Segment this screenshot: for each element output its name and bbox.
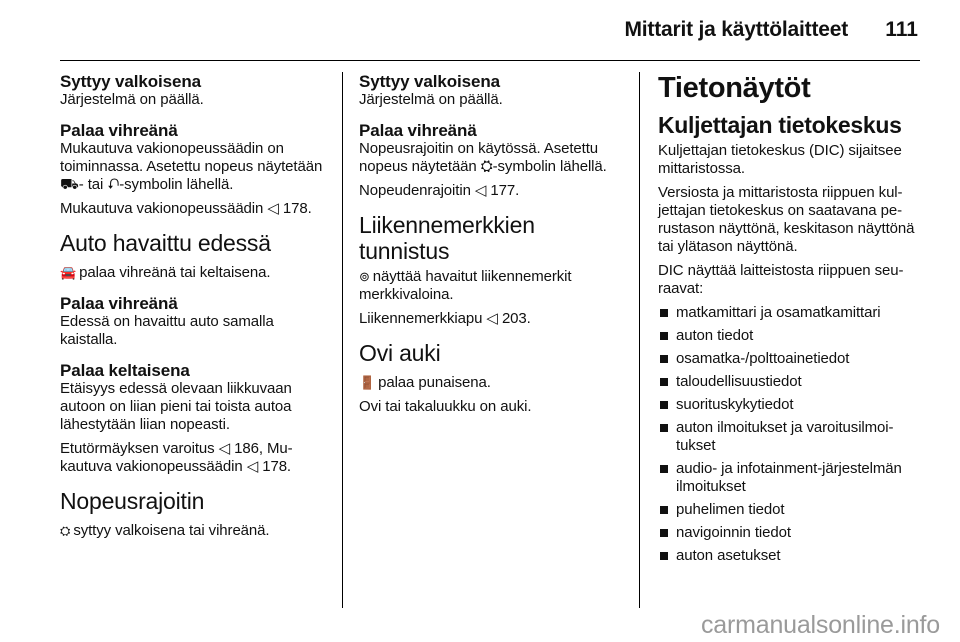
cross-reference: Etutörmäyksen varoitus ◁ 186, Mukautuva vakionopeussäädin ◁ 178.: [60, 440, 293, 475]
watermark: carmanualsonline.info: [700, 611, 940, 639]
car-ahead-icon: 🚘: [60, 265, 77, 280]
paragraph: Järjestelmä on päällä.: [359, 91, 503, 108]
paragraph: Ovi tai takaluukku on auki.: [359, 398, 532, 415]
paragraph: DIC näyttää laitteistosta riippuen seuraavat:: [658, 262, 904, 297]
page-header: [0, 0, 960, 60]
column-3: [658, 72, 926, 570]
column-2: [359, 72, 621, 416]
chapter-heading: Liikennemerkkien tunnistus: [359, 212, 535, 264]
paragraph: Versiosta ja mittaristosta riippuen kuljettajan tietokeskus on saatavana perustason näyttönä, keskitason näyttönä tai ylätason näyttönä.: [658, 184, 915, 255]
paragraph: Etäisyys edessä olevaan liikkuvaan autoon on liian pieni tai toista autoa lähestytään liian nopeasti.: [60, 380, 292, 433]
door-open-icon: 🚪: [359, 375, 376, 390]
paragraph: Mukautuva vakionopeussäädin on toiminnassa. Asetettu nopeus näytetään ⛟- tai ⮏-symbolin lähellä.: [60, 140, 323, 193]
list-item: puhelimen tiedot: [658, 501, 926, 519]
section-heading: Syttyy valkoisena: [60, 72, 201, 91]
section-heading: Palaa vihreänä: [359, 121, 477, 140]
traffic-sign-icon: ⊚: [359, 269, 370, 284]
chapter-heading: Auto havaittu edessä: [60, 230, 271, 256]
page-title: Mittarit ja käyttölaitteet: [624, 18, 848, 41]
paragraph: Edessä on havaittu auto samalla kaistalla.: [60, 313, 274, 348]
column-divider: [639, 72, 640, 608]
list-item: audio- ja infotainment-järjestelmän ilmoitukset: [658, 460, 926, 496]
chapter-heading: Ovi auki: [359, 340, 441, 366]
list-item: auton tiedot: [658, 327, 926, 345]
paragraph: ⛭ syttyy valkoisena tai vihreänä.: [60, 522, 270, 539]
paragraph: 🚘 palaa vihreänä tai keltaisena.: [60, 264, 271, 281]
page-number: 111: [885, 18, 918, 41]
column-divider: [342, 72, 343, 608]
section-heading: Palaa keltaisena: [60, 361, 190, 380]
cross-reference: Nopeudenrajoitin ◁ 177.: [359, 182, 520, 199]
column-1: [60, 72, 328, 540]
paragraph: 🚪 palaa punaisena.: [359, 374, 491, 391]
list-item: navigoinnin tiedot: [658, 524, 926, 542]
paragraph: Järjestelmä on päällä.: [60, 91, 204, 108]
paragraph: Nopeusrajoitin on käytössä. Asetettu nopeus näytetään ⛭-symbolin lähellä.: [359, 140, 607, 175]
section-heading: Syttyy valkoisena: [359, 72, 500, 91]
section-heading: Palaa vihreänä: [60, 294, 178, 313]
header-rule: [60, 60, 920, 61]
chapter-title: Tietonäytöt: [658, 72, 811, 104]
paragraph: ⊚ näyttää havaitut liikennemerkit merkkivaloina.: [359, 268, 572, 303]
list-item: osamatka-/polttoainetiedot: [658, 350, 926, 368]
list-item: auton ilmoitukset ja varoitusilmoitukset: [658, 419, 926, 455]
speed-limiter-icon: ⛭: [60, 523, 71, 538]
list-item: matkamittari ja osamatkamittari: [658, 304, 926, 322]
list-item: taloudellisuustiedot: [658, 373, 926, 391]
section-title: Kuljettajan tietokeskus: [658, 112, 902, 138]
list-item: auton asetukset: [658, 547, 926, 565]
chapter-heading: Nopeusrajoitin: [60, 488, 205, 514]
section-heading: Palaa vihreänä: [60, 121, 178, 140]
paragraph: Kuljettajan tietokeskus (DIC) sijaitsee mittaristossa.: [658, 142, 902, 177]
cross-reference: Liikennemerkkiapu ◁ 203.: [359, 310, 531, 327]
list-item: suorituskykytiedot: [658, 396, 926, 414]
feature-list: [658, 304, 926, 565]
cross-reference: Mukautuva vakionopeussäädin ◁ 178.: [60, 200, 312, 217]
